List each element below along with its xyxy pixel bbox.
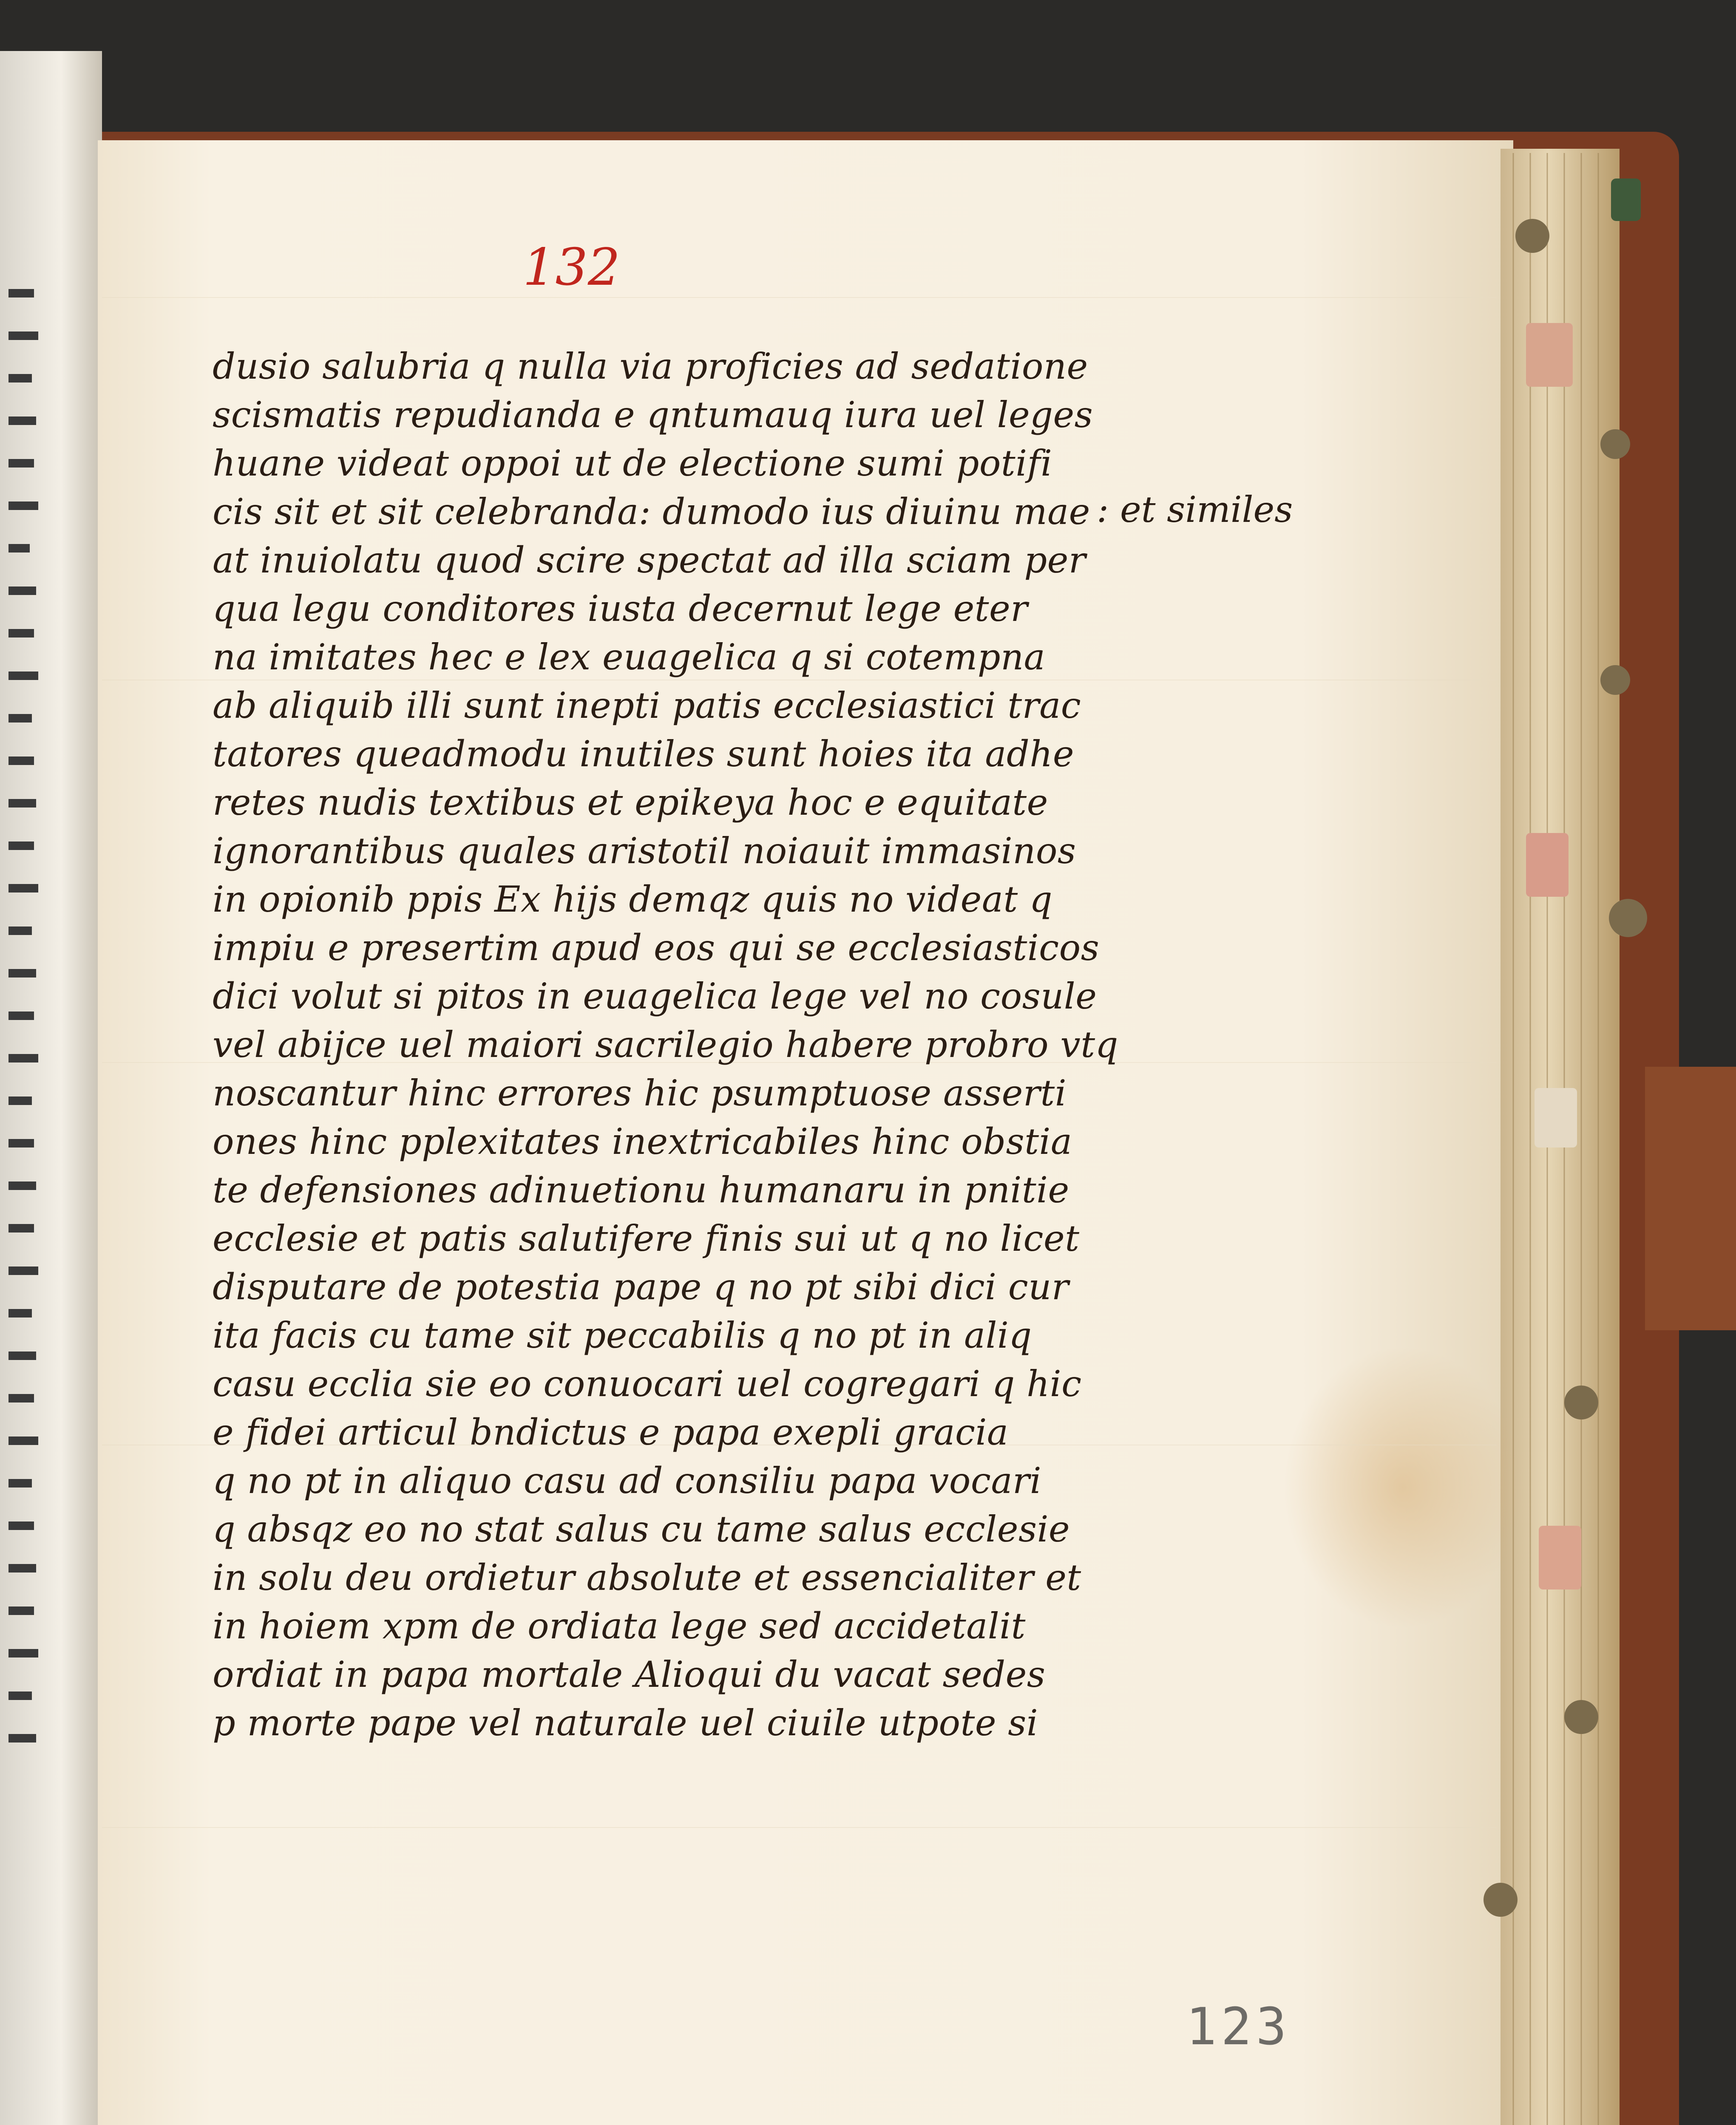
text-line: te defensiones adinuetionu humanaru in pnitie bbox=[213, 1169, 1069, 1211]
text-line: huane videat oppoi ut de electione sumi potifi bbox=[213, 442, 1052, 484]
left-page-text bbox=[9, 289, 38, 1742]
clasp-strap bbox=[1645, 1067, 1736, 1330]
text-line: na imitates hec e lex euagelica q si cotempna bbox=[213, 636, 1046, 678]
stain bbox=[1284, 1347, 1522, 1628]
text-line: dusio salubria q nulla via proficies ad sedatione bbox=[213, 346, 1088, 387]
text-line: scismatis repudianda e qntumauq iura uel leges bbox=[213, 394, 1093, 436]
text-line: in solu deu ordietur absolute et essencialiter et bbox=[213, 1557, 1081, 1598]
text-line: ita facis cu tame sit peccabilis q no pt in aliq bbox=[213, 1315, 1032, 1356]
text-line: ecclesie et patis salutifere finis sui ut q no licet bbox=[213, 1218, 1080, 1259]
text-line: at inuiolatu quod scire spectat ad illa sciam per bbox=[213, 539, 1086, 581]
text-line: tatores queadmodu inutiles sunt hoies ita adhe bbox=[213, 733, 1075, 775]
text-line: q absqz eo no stat salus cu tame salus ecclesie bbox=[213, 1508, 1070, 1550]
text-line: disputare de potestia pape q no pt sibi dici cur bbox=[213, 1266, 1069, 1308]
text-line: in opionib ppis Ex hijs demqz quis no videat q bbox=[213, 878, 1053, 920]
text-line: in hoiem xpm de ordiata lege sed accidetalit bbox=[213, 1605, 1026, 1647]
text-line: ordiat in papa mortale Alioqui du vacat sedes bbox=[213, 1654, 1046, 1695]
text-line: dici volut si pitos in euagelica lege vel no cosule bbox=[213, 975, 1097, 1017]
text-line: ones hinc pplexitates inextricabiles hinc obstia bbox=[213, 1121, 1072, 1162]
text-line: cis sit et sit celebranda: dumodo ius diuinu mae bbox=[213, 491, 1090, 533]
page-stamp: 123 bbox=[1186, 1998, 1291, 2057]
folio-number: 132 bbox=[523, 238, 621, 297]
text-line: ignorantibus quales aristotil noiauit immasinos bbox=[213, 830, 1076, 872]
text-line: noscantur hinc errores hic psumptuose asserti bbox=[213, 1072, 1067, 1114]
text-line: ab aliquib illi sunt inepti patis ecclesiastici trac bbox=[213, 685, 1081, 726]
text-line: e fidei articul bndictus e papa exepli gracia bbox=[213, 1411, 1009, 1453]
text-line: casu ecclia sie eo conuocari uel cogregari q hic bbox=[213, 1363, 1082, 1405]
marginal-note: : et similes bbox=[1097, 489, 1293, 530]
text-line: qua legu conditores iusta decernut lege eter bbox=[213, 588, 1028, 629]
text-line: p morte pape vel naturale uel ciuile utpote si bbox=[213, 1702, 1038, 1744]
text-line: retes nudis textibus et epikeya hoc e equitate bbox=[213, 782, 1048, 823]
bookmark-clip bbox=[1611, 178, 1641, 221]
text-line: impiu e presertim apud eos qui se ecclesiasticos bbox=[213, 927, 1100, 969]
text-line: vel abijce uel maiori sacrilegio habere probro vtq bbox=[213, 1024, 1118, 1065]
left-page bbox=[0, 51, 102, 2125]
text-line: q no pt in aliquo casu ad consiliu papa vocari bbox=[213, 1460, 1042, 1502]
